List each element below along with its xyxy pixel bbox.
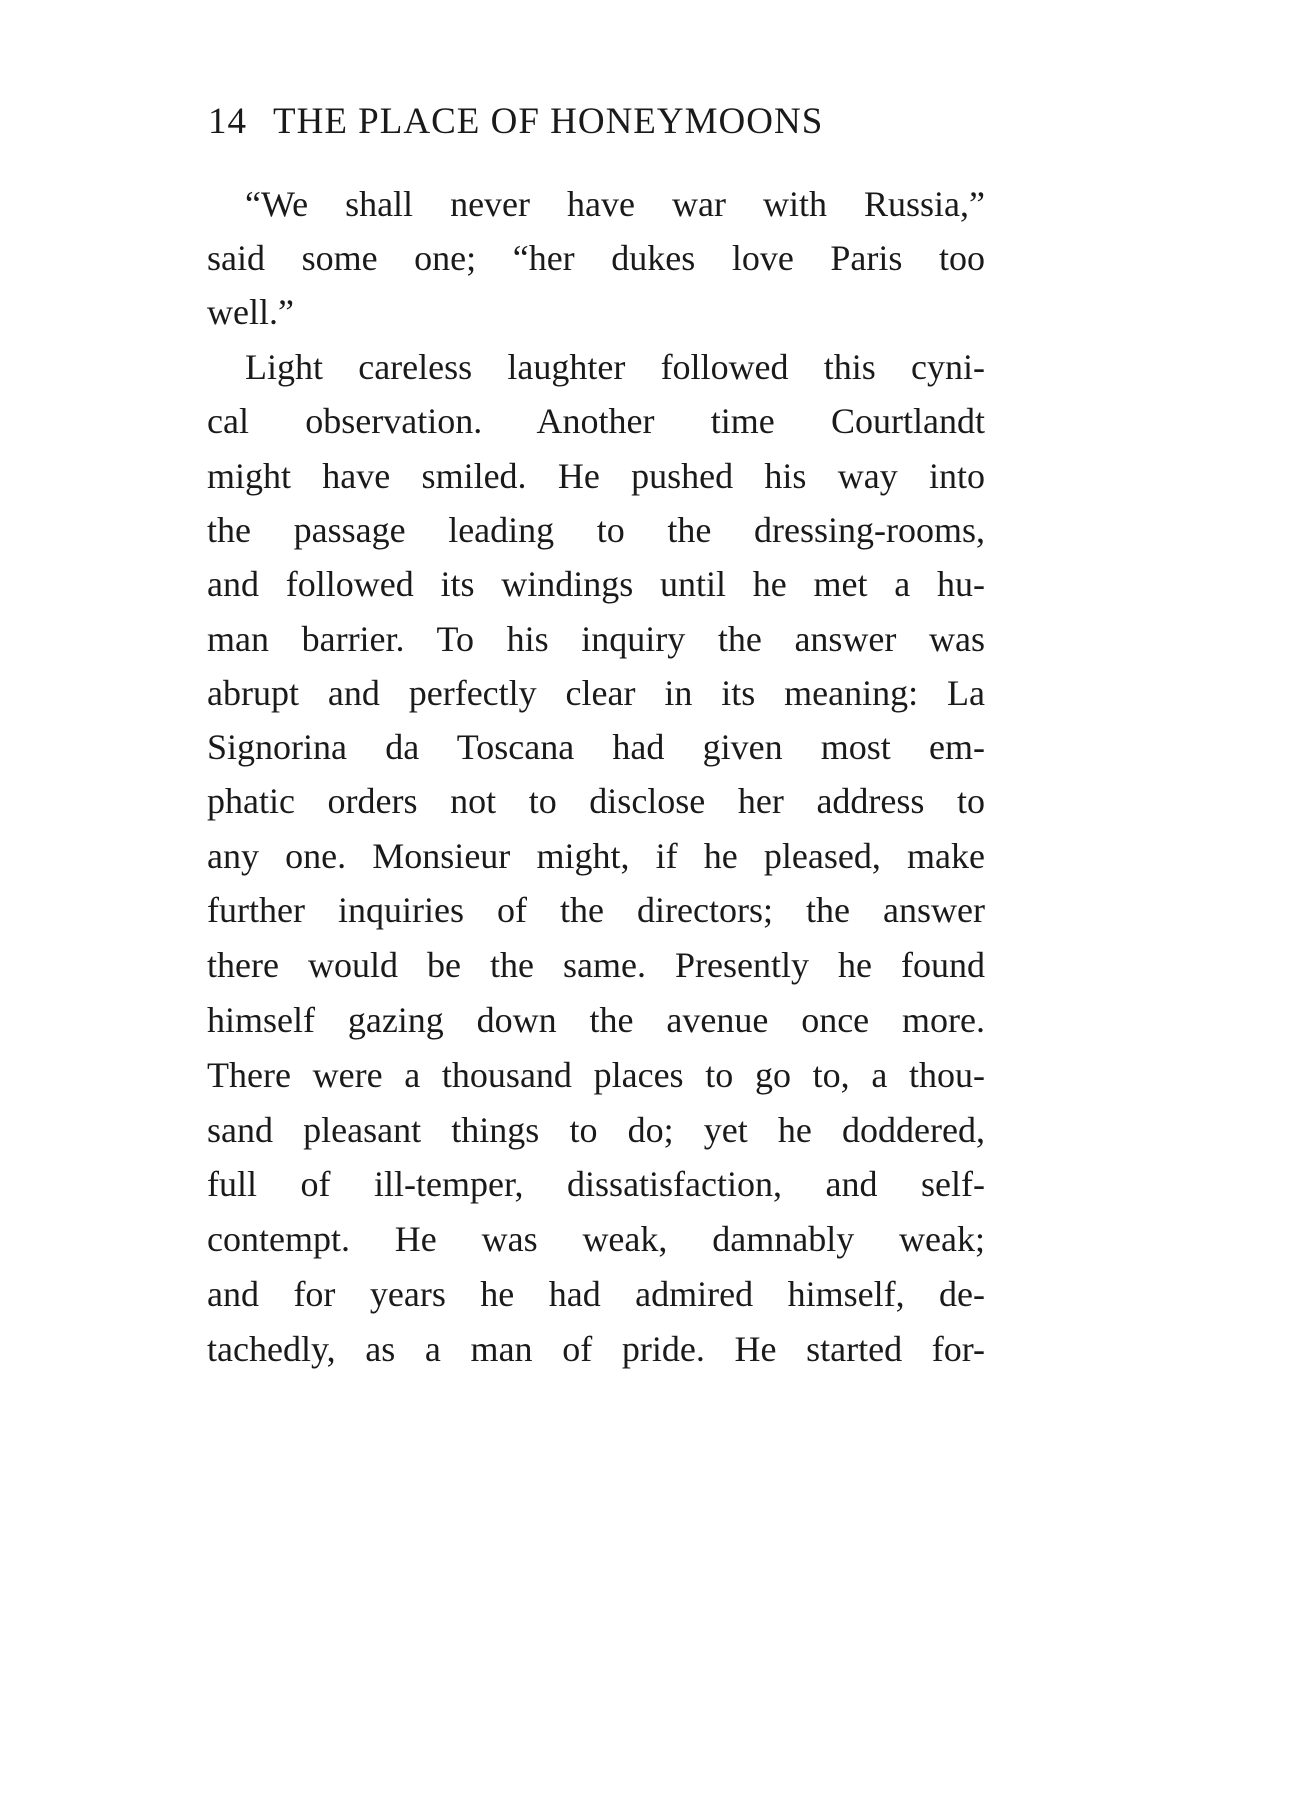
text-line: There were a thousand places to go to, a thou- (207, 1055, 985, 1095)
text-line: the passage leading to the dressing-rooms, (207, 510, 985, 550)
text-line: Light careless laughter followed this cyni- (245, 347, 985, 387)
text-line: well.” (207, 292, 294, 332)
text-line: phatic orders not to disclose her address to (207, 781, 985, 821)
running-header (208, 100, 948, 143)
page-number: 14 (208, 101, 247, 142)
text-line: man barrier. To his inquiry the answer was (207, 619, 985, 659)
text-line: tachedly, as a man of pride. He started for- (207, 1329, 985, 1369)
text-line: there would be the same. Presently he found (207, 945, 985, 985)
text-line: further inquiries of the directors; the answer (207, 890, 985, 930)
text-line: cal observation. Another time Courtlandt (207, 401, 985, 441)
text-line: Signorina da Toscana had given most em- (207, 727, 985, 767)
text-line: full of ill-temper, dissatisfaction, and self- (207, 1164, 985, 1204)
text-line: any one. Monsieur might, if he pleased, make (207, 836, 985, 876)
text-line: and for years he had admired himself, de- (207, 1274, 985, 1314)
text-line: himself gazing down the avenue once more. (207, 1000, 985, 1040)
text-line: and followed its windings until he met a hu- (207, 564, 985, 604)
text-line: “We shall never have war with Russia,” (245, 184, 985, 224)
text-line: contempt. He was weak, damnably weak; (207, 1219, 985, 1259)
text-line: might have smiled. He pushed his way into (207, 456, 985, 496)
text-line: said some one; “her dukes love Paris too (207, 238, 985, 278)
text-line: abrupt and perfectly clear in its meaning: La (207, 673, 985, 713)
running-title: THE PLACE OF HONEYMOONS (273, 101, 824, 142)
text-line: sand pleasant things to do; yet he doddered, (207, 1110, 985, 1150)
